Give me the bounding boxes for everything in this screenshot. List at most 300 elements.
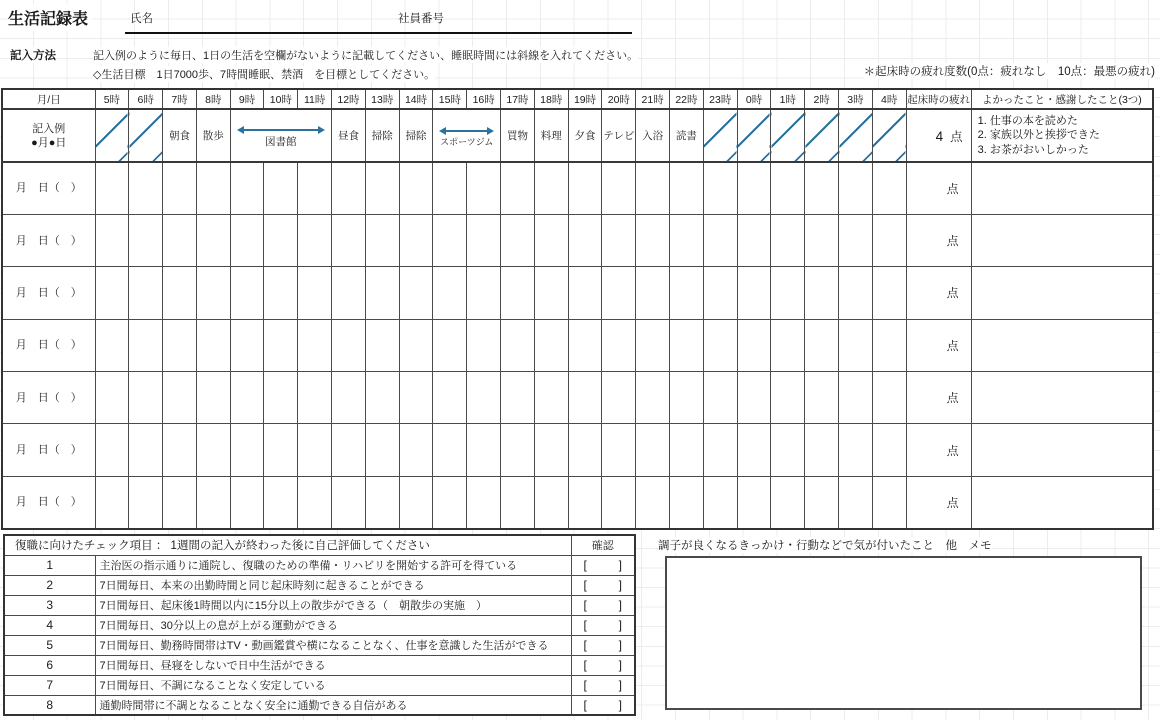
time-column-header: 22時 (670, 89, 704, 109)
activity-entry-cell[interactable] (636, 267, 670, 319)
confirm-bracket-field[interactable] (576, 598, 631, 612)
good-things-entry-cell[interactable] (971, 372, 1153, 424)
activity-entry-cell[interactable] (230, 424, 264, 476)
activity-entry-cell[interactable] (737, 476, 771, 528)
activity-entry-cell[interactable] (636, 424, 670, 476)
time-column-header: 8時 (196, 89, 230, 109)
activity-entry-cell[interactable] (737, 319, 771, 371)
example-row (2, 109, 1153, 162)
activity-entry-cell[interactable] (129, 424, 163, 476)
checklist-item-text: 7日間毎日、本来の出勤時間と同じ起床時刻に起きることができる (95, 575, 571, 595)
fatigue-entry-cell[interactable]: 点 (906, 162, 971, 214)
activity-entry-cell[interactable] (872, 319, 906, 371)
activity-entry-cell[interactable] (95, 372, 129, 424)
checklist-confirm-cell[interactable] (571, 575, 635, 595)
checklist-row (4, 655, 635, 675)
activity-entry-cell[interactable] (602, 372, 636, 424)
activity-entry-cell[interactable] (872, 476, 906, 528)
activity-entry-cell[interactable] (298, 162, 332, 214)
activity-entry-cell[interactable] (264, 372, 298, 424)
activity-entry-cell[interactable] (196, 214, 230, 266)
time-column-header: 17時 (501, 89, 535, 109)
activity-entry-cell[interactable] (805, 214, 839, 266)
activity-entry-cell[interactable] (264, 319, 298, 371)
time-column-header: 14時 (399, 89, 433, 109)
activity-entry-cell[interactable] (467, 267, 501, 319)
activity-entry-cell[interactable] (129, 214, 163, 266)
checklist-confirm-header: 確認 (571, 535, 635, 555)
activity-entry-cell[interactable] (568, 476, 602, 528)
activity-entry-cell[interactable] (467, 162, 501, 214)
activity-entry-cell[interactable] (703, 424, 737, 476)
activity-entry-cell[interactable] (534, 424, 568, 476)
date-entry-cell[interactable]: 月 日（ ） (2, 424, 95, 476)
activity-entry-cell[interactable] (196, 267, 230, 319)
bracket-close: ] (618, 697, 623, 712)
example-activity-cell: 掃除 (365, 109, 399, 162)
activity-entry-cell[interactable] (670, 267, 704, 319)
activity-entry-cell[interactable] (95, 267, 129, 319)
activity-entry-cell[interactable] (230, 372, 264, 424)
activity-entry-cell[interactable] (534, 267, 568, 319)
memo-title: 調子が良くなるきっかけ・行動などで気が付いたこと 他 メモ (658, 537, 992, 553)
confirm-bracket-field[interactable] (576, 618, 631, 632)
checklist-confirm-cell[interactable] (571, 655, 635, 675)
activity-entry-cell[interactable] (501, 476, 535, 528)
activity-entry-cell[interactable] (839, 267, 873, 319)
activity-entry-cell[interactable] (196, 372, 230, 424)
checklist-confirm-cell[interactable] (571, 675, 635, 695)
date-entry-cell[interactable]: 月 日（ ） (2, 372, 95, 424)
activity-entry-cell[interactable] (501, 267, 535, 319)
activity-entry-cell[interactable] (737, 424, 771, 476)
activity-entry-cell[interactable] (602, 476, 636, 528)
checklist-item-number: 3 (4, 595, 95, 615)
activity-entry-cell[interactable] (501, 162, 535, 214)
record-blank-row (2, 162, 1153, 214)
activity-entry-cell[interactable] (298, 372, 332, 424)
activity-entry-cell[interactable] (872, 267, 906, 319)
fatigue-entry-cell[interactable]: 点 (906, 214, 971, 266)
good-things-entry-cell[interactable] (971, 476, 1153, 528)
activity-entry-cell[interactable] (636, 476, 670, 528)
record-blank-row (2, 267, 1153, 319)
checklist-item-text: 通勤時間帯に不調となることなく安全に通勤できる自信がある (95, 695, 571, 715)
activity-entry-cell[interactable] (771, 319, 805, 371)
activity-span-label: スポーツジム (440, 136, 494, 147)
activity-entry-cell[interactable] (433, 319, 467, 371)
activity-entry-cell[interactable] (433, 424, 467, 476)
example-activity-cell: 昼食 (332, 109, 366, 162)
activity-entry-cell[interactable] (230, 319, 264, 371)
activity-entry-cell[interactable] (771, 267, 805, 319)
confirm-bracket-field[interactable] (576, 698, 631, 712)
activity-entry-cell[interactable] (264, 267, 298, 319)
activity-entry-cell[interactable] (670, 214, 704, 266)
activity-entry-cell[interactable] (805, 372, 839, 424)
example-label-line2: ●月●日 (31, 136, 67, 149)
example-activity-span-cell (433, 109, 501, 162)
activity-entry-cell[interactable] (298, 424, 332, 476)
employee-number-label: 社員番号 (398, 13, 444, 25)
date-entry-cell[interactable]: 月 日（ ） (2, 162, 95, 214)
good-things-entry-cell[interactable] (971, 162, 1153, 214)
example-label-line1: 記入例 (32, 122, 66, 135)
activity-entry-cell[interactable] (839, 162, 873, 214)
activity-entry-cell[interactable] (196, 424, 230, 476)
activity-entry-cell[interactable] (703, 214, 737, 266)
sleep-hatch-cell (703, 109, 737, 162)
activity-entry-cell[interactable] (332, 162, 366, 214)
good-things-entry-cell[interactable] (971, 267, 1153, 319)
activity-entry-cell[interactable] (129, 162, 163, 214)
employee-number-field[interactable] (460, 7, 632, 31)
bracket-open: [ (583, 658, 587, 672)
activity-entry-cell[interactable] (501, 214, 535, 266)
activity-entry-cell[interactable] (839, 319, 873, 371)
activity-entry-cell[interactable] (399, 162, 433, 214)
bracket-open: [ (583, 598, 587, 612)
activity-entry-cell[interactable] (771, 214, 805, 266)
activity-entry-cell[interactable] (264, 424, 298, 476)
activity-entry-cell[interactable] (805, 267, 839, 319)
activity-entry-cell[interactable] (129, 476, 163, 528)
activity-entry-cell[interactable] (230, 267, 264, 319)
fatigue-entry-cell[interactable]: 点 (906, 267, 971, 319)
activity-entry-cell[interactable] (95, 214, 129, 266)
sleep-hatch-cell (872, 109, 906, 162)
activity-entry-cell[interactable] (163, 162, 197, 214)
activity-entry-cell[interactable] (95, 476, 129, 528)
activity-entry-cell[interactable] (163, 319, 197, 371)
activity-entry-cell[interactable] (534, 372, 568, 424)
activity-entry-cell[interactable] (230, 476, 264, 528)
activity-entry-cell[interactable] (602, 424, 636, 476)
example-activity-cell: 入浴 (636, 109, 670, 162)
date-entry-cell[interactable]: 月 日（ ） (2, 319, 95, 371)
activity-entry-cell[interactable] (332, 267, 366, 319)
checklist-confirm-cell[interactable] (571, 695, 635, 715)
checklist-item-number: 7 (4, 675, 95, 695)
activity-entry-cell[interactable] (636, 162, 670, 214)
activity-entry-cell[interactable] (534, 476, 568, 528)
activity-entry-cell[interactable] (839, 476, 873, 528)
activity-entry-cell[interactable] (332, 214, 366, 266)
activity-entry-cell[interactable] (501, 372, 535, 424)
record-blank-row (2, 476, 1153, 528)
fatigue-entry-cell[interactable]: 点 (906, 372, 971, 424)
activity-entry-cell[interactable] (839, 372, 873, 424)
activity-entry-cell[interactable] (163, 424, 197, 476)
activity-entry-cell[interactable] (771, 476, 805, 528)
time-column-header: 4時 (872, 89, 906, 109)
good-things-entry-cell[interactable] (971, 319, 1153, 371)
fatigue-score-unit: 点 (950, 129, 963, 144)
activity-arrow-wrap (433, 110, 500, 161)
activity-entry-cell[interactable] (703, 162, 737, 214)
name-field-underline (125, 32, 632, 34)
activity-entry-cell[interactable] (805, 319, 839, 371)
activity-entry-cell[interactable] (298, 319, 332, 371)
record-blank-row (2, 372, 1153, 424)
activity-entry-cell[interactable] (636, 319, 670, 371)
time-column-header: 13時 (365, 89, 399, 109)
activity-entry-cell[interactable] (230, 162, 264, 214)
checklist-item-number: 2 (4, 575, 95, 595)
activity-entry-cell[interactable] (433, 372, 467, 424)
activity-entry-cell[interactable] (839, 214, 873, 266)
activity-entry-cell[interactable] (332, 319, 366, 371)
time-column-header: 11時 (298, 89, 332, 109)
activity-entry-cell[interactable] (399, 372, 433, 424)
activity-entry-cell[interactable] (163, 214, 197, 266)
activity-entry-cell[interactable] (433, 267, 467, 319)
date-entry-cell[interactable]: 月 日（ ） (2, 267, 95, 319)
good-thing-item: 2. 家族以外と挨拶できた (977, 129, 1100, 142)
activity-entry-cell[interactable] (839, 424, 873, 476)
activity-entry-cell[interactable] (467, 372, 501, 424)
activity-entry-cell[interactable] (703, 267, 737, 319)
activity-entry-cell[interactable] (872, 372, 906, 424)
activity-entry-cell[interactable] (568, 214, 602, 266)
good-things-entry-cell[interactable] (971, 424, 1153, 476)
activity-entry-cell[interactable] (129, 372, 163, 424)
checklist-item-text: 7日間毎日、勤務時間帯はTV・動画鑑賞や横になることなく、仕事を意識した生活ができる (95, 635, 571, 655)
activity-entry-cell[interactable] (568, 424, 602, 476)
activity-entry-cell[interactable] (636, 372, 670, 424)
activity-entry-cell[interactable] (196, 319, 230, 371)
bracket-open: [ (583, 618, 587, 632)
activity-entry-cell[interactable] (501, 424, 535, 476)
activity-entry-cell[interactable] (163, 372, 197, 424)
activity-entry-cell[interactable] (805, 476, 839, 528)
activity-entry-cell[interactable] (703, 319, 737, 371)
activity-entry-cell[interactable] (737, 372, 771, 424)
activity-entry-cell[interactable] (196, 162, 230, 214)
sleep-hatch-cell (95, 109, 129, 162)
example-activity-cell: 朝食 (163, 109, 197, 162)
time-column-header: 19時 (568, 89, 602, 109)
activity-entry-cell[interactable] (264, 214, 298, 266)
activity-entry-cell[interactable] (670, 476, 704, 528)
record-table-header-row (2, 89, 1153, 109)
activity-entry-cell[interactable] (365, 476, 399, 528)
checklist-item-text: 7日間毎日、昼寝をしないで日中生活ができる (95, 655, 571, 675)
activity-entry-cell[interactable] (568, 372, 602, 424)
checklist-item-number: 5 (4, 635, 95, 655)
activity-entry-cell[interactable] (467, 319, 501, 371)
activity-entry-cell[interactable] (602, 267, 636, 319)
name-field[interactable] (158, 7, 390, 31)
activity-entry-cell[interactable] (771, 424, 805, 476)
confirm-bracket-field[interactable] (576, 678, 631, 692)
memo-box[interactable] (665, 556, 1142, 710)
time-column-header: 15時 (433, 89, 467, 109)
activity-entry-cell[interactable] (568, 319, 602, 371)
checklist-row (4, 695, 635, 715)
method-instruction-2: ◇生活目標 1日7000歩、7時間睡眠、禁酒 を目標としてください。 (93, 66, 435, 82)
time-column-header: 6時 (129, 89, 163, 109)
activity-entry-cell[interactable] (365, 162, 399, 214)
sleep-hatch-cell (737, 109, 771, 162)
time-column-header: 16時 (467, 89, 501, 109)
good-things-entry-cell[interactable] (971, 214, 1153, 266)
confirm-bracket-field[interactable] (576, 558, 631, 572)
good-thing-item: 1. 仕事の本を読めた (977, 114, 1078, 127)
activity-entry-cell[interactable] (805, 424, 839, 476)
example-good-things-cell (971, 109, 1153, 162)
checklist-row (4, 675, 635, 695)
time-column-header: 1時 (771, 89, 805, 109)
activity-entry-cell[interactable] (433, 214, 467, 266)
activity-entry-cell[interactable] (399, 267, 433, 319)
activity-entry-cell[interactable] (365, 214, 399, 266)
activity-entry-cell[interactable] (433, 162, 467, 214)
checklist-item-number: 8 (4, 695, 95, 715)
activity-entry-cell[interactable] (771, 162, 805, 214)
activity-entry-cell[interactable] (670, 424, 704, 476)
activity-entry-cell[interactable] (805, 162, 839, 214)
checklist-confirm-cell[interactable] (571, 595, 635, 615)
bracket-open: [ (583, 678, 587, 692)
checklist-item-text: 主治医の指示通りに通院し、復職のための準備・リハビリを開始する許可を得ている (95, 555, 571, 575)
time-column-header: 2時 (805, 89, 839, 109)
activity-entry-cell[interactable] (568, 162, 602, 214)
bracket-close: ] (618, 638, 623, 652)
confirm-bracket-field[interactable] (576, 638, 631, 652)
activity-entry-cell[interactable] (95, 424, 129, 476)
checklist-item-text: 7日間毎日、不調になることなく安定している (95, 675, 571, 695)
activity-entry-cell[interactable] (298, 267, 332, 319)
activity-entry-cell[interactable] (129, 267, 163, 319)
activity-entry-cell[interactable] (703, 372, 737, 424)
activity-entry-cell[interactable] (534, 162, 568, 214)
checklist-confirm-cell[interactable] (571, 635, 635, 655)
time-column-header: 3時 (839, 89, 873, 109)
activity-entry-cell[interactable] (332, 424, 366, 476)
activity-entry-cell[interactable] (467, 476, 501, 528)
method-instruction-1: 記入例のように毎日、1日の生活を空欄がないように記載してください、睡眠時間には斜線を入れてください。 (93, 47, 638, 63)
activity-entry-cell[interactable] (298, 476, 332, 528)
record-blank-row (2, 214, 1153, 266)
checklist-item-number: 4 (4, 615, 95, 635)
example-activity-span-cell (230, 109, 331, 162)
activity-entry-cell[interactable] (365, 267, 399, 319)
activity-entry-cell[interactable] (399, 214, 433, 266)
confirm-bracket-field[interactable] (576, 578, 631, 592)
confirm-bracket-field[interactable] (576, 658, 631, 672)
time-column-header: 0時 (737, 89, 771, 109)
activity-entry-cell[interactable] (163, 476, 197, 528)
time-column-header: 21時 (636, 89, 670, 109)
activity-entry-cell[interactable] (332, 372, 366, 424)
activity-entry-cell[interactable] (365, 372, 399, 424)
activity-entry-cell[interactable] (433, 476, 467, 528)
activity-entry-cell[interactable] (670, 319, 704, 371)
activity-entry-cell[interactable] (298, 214, 332, 266)
activity-entry-cell[interactable] (264, 476, 298, 528)
checklist-confirm-cell[interactable] (571, 615, 635, 635)
activity-entry-cell[interactable] (872, 214, 906, 266)
activity-entry-cell[interactable] (872, 162, 906, 214)
example-activity-cell: 読書 (670, 109, 704, 162)
bracket-close: ] (618, 618, 623, 632)
checklist-item-number: 6 (4, 655, 95, 675)
activity-entry-cell[interactable] (501, 319, 535, 371)
bracket-close: ] (618, 658, 623, 672)
activity-entry-cell[interactable] (703, 476, 737, 528)
activity-entry-cell[interactable] (467, 214, 501, 266)
activity-entry-cell[interactable] (602, 162, 636, 214)
activity-entry-cell[interactable] (95, 319, 129, 371)
activity-entry-cell[interactable] (568, 267, 602, 319)
time-column-header: 23時 (703, 89, 737, 109)
fatigue-entry-cell[interactable]: 点 (906, 319, 971, 371)
activity-entry-cell[interactable] (872, 424, 906, 476)
activity-entry-cell[interactable] (737, 214, 771, 266)
example-fatigue-cell (906, 109, 971, 162)
activity-entry-cell[interactable] (737, 267, 771, 319)
activity-entry-cell[interactable] (264, 162, 298, 214)
activity-entry-cell[interactable] (129, 319, 163, 371)
fatigue-entry-cell[interactable]: 点 (906, 424, 971, 476)
activity-entry-cell[interactable] (196, 476, 230, 528)
activity-entry-cell[interactable] (602, 214, 636, 266)
activity-entry-cell[interactable] (602, 319, 636, 371)
example-row-label (2, 109, 95, 162)
bracket-close: ] (618, 598, 623, 612)
activity-entry-cell[interactable] (230, 214, 264, 266)
example-activity-cell: 掃除 (399, 109, 433, 162)
record-blank-row (2, 424, 1153, 476)
double-arrow-icon (441, 130, 492, 132)
activity-entry-cell[interactable] (163, 267, 197, 319)
activity-entry-cell[interactable] (771, 372, 805, 424)
activity-entry-cell[interactable] (365, 319, 399, 371)
activity-entry-cell[interactable] (636, 214, 670, 266)
fatigue-entry-cell[interactable]: 点 (906, 476, 971, 528)
activity-arrow-wrap (231, 110, 331, 161)
activity-entry-cell[interactable] (467, 424, 501, 476)
good-things-header: よかったこと・感謝したこと(3つ) (971, 89, 1153, 109)
time-column-header: 7時 (163, 89, 197, 109)
sleep-hatch-cell (129, 109, 163, 162)
activity-entry-cell[interactable] (399, 424, 433, 476)
activity-entry-cell[interactable] (365, 424, 399, 476)
activity-entry-cell[interactable] (670, 372, 704, 424)
activity-entry-cell[interactable] (670, 162, 704, 214)
date-entry-cell[interactable]: 月 日（ ） (2, 214, 95, 266)
activity-entry-cell[interactable] (95, 162, 129, 214)
checklist-item-number: 1 (4, 555, 95, 575)
checklist-confirm-cell[interactable] (571, 555, 635, 575)
name-label: 氏名 (130, 13, 153, 25)
activity-entry-cell[interactable] (399, 319, 433, 371)
fatigue-score-value: 4 (935, 128, 944, 144)
checklist-item-text: 7日間毎日、30分以上の息が上がる運動ができる (95, 615, 571, 635)
activity-entry-cell[interactable] (332, 476, 366, 528)
wakeup-fatigue-header: 起床時の疲れ (906, 89, 971, 109)
activity-entry-cell[interactable] (534, 214, 568, 266)
bracket-close: ] (618, 558, 623, 572)
activity-entry-cell[interactable] (534, 319, 568, 371)
record-blank-row (2, 319, 1153, 371)
time-column-header: 12時 (332, 89, 366, 109)
sleep-hatch-cell (771, 109, 805, 162)
activity-entry-cell[interactable] (737, 162, 771, 214)
date-entry-cell[interactable]: 月 日（ ） (2, 476, 95, 528)
activity-entry-cell[interactable] (399, 476, 433, 528)
